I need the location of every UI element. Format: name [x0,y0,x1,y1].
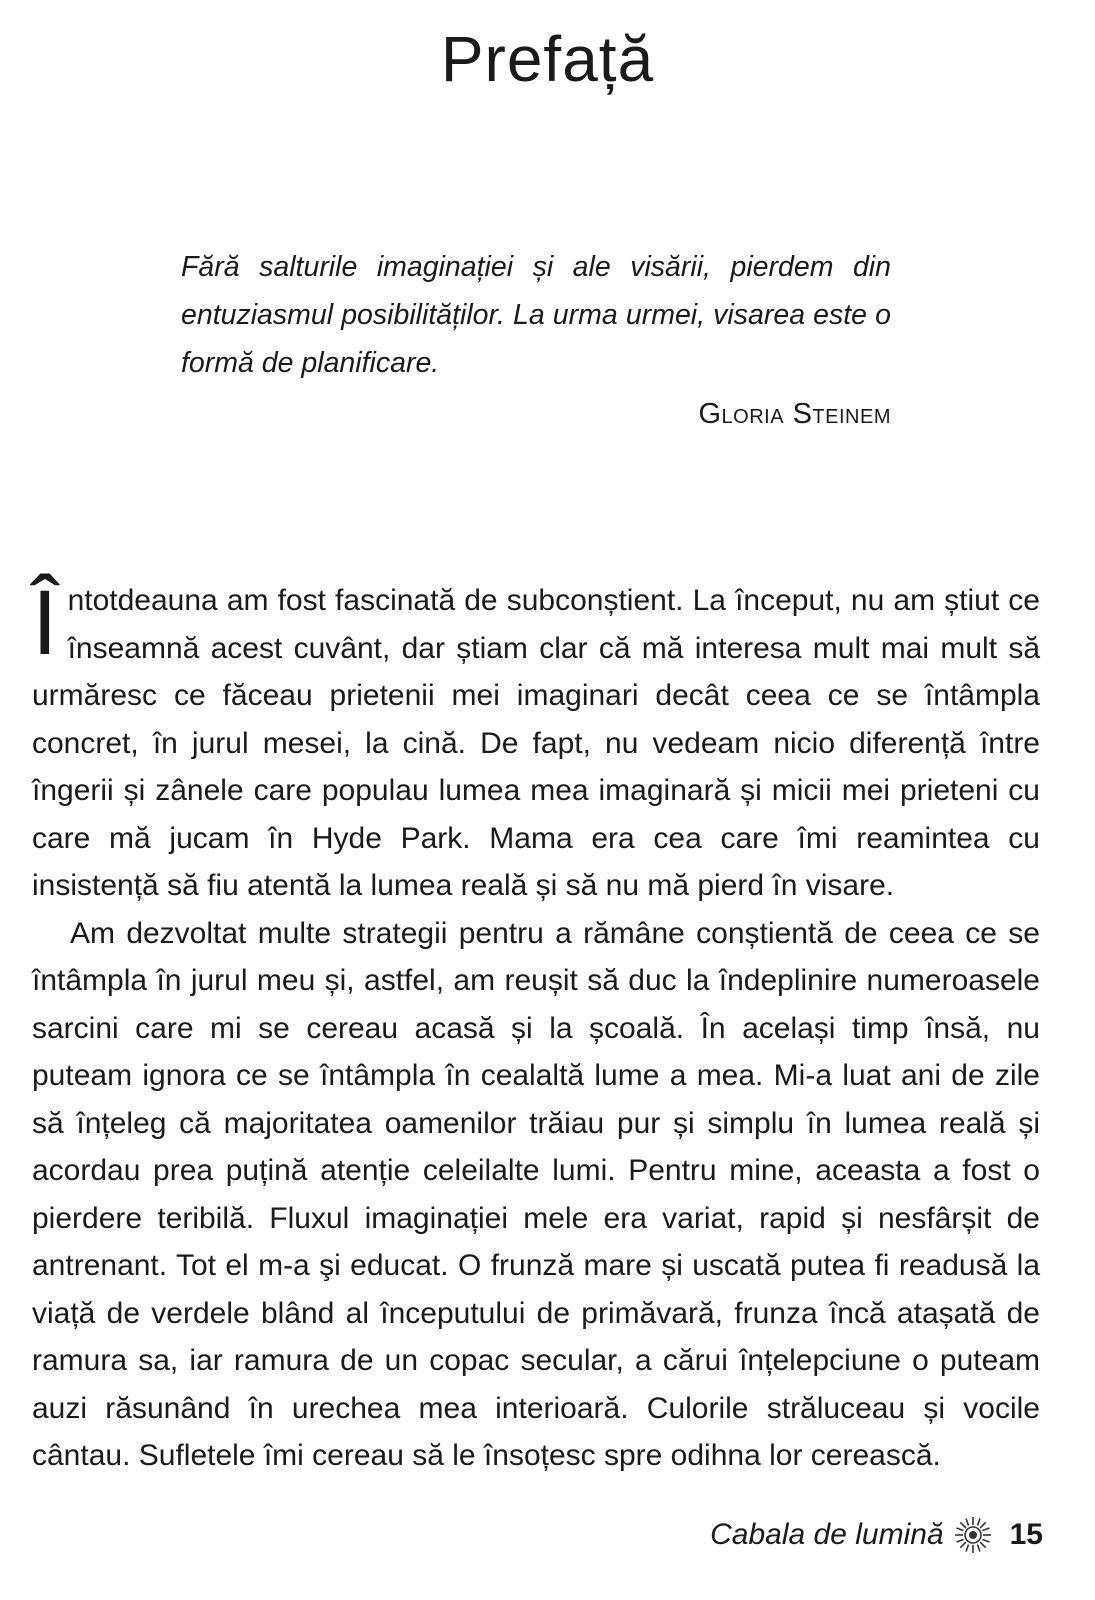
drop-cap: Î [32,572,58,674]
page-number: 15 [1009,1518,1043,1551]
paragraph-2: Am dezvoltat multe strategii pentru a rămâne conștientă de ceea ce se întâmpla în jurul meu și, astfel, am reușit să duc la îndeplinire numeroasele sarcini care mi se cereau acasă și la școală. În același timp însă, nu puteam ignora ce se întâmpla în cealaltă lume a mea. Mi-a luat ani de zile să înțeleg că majoritatea oamenilor trăiau pur și simplu în lumea reală și acordau prea puțină atenție celeilalte lumi. Pentru mine, aceasta a fost o pierdere teribilă. Fluxul imaginației mele era variat, rapid și nesfârșit de antrenant. Tot el m-a şi educat. O frunză mare și uscată putea fi readusă la viață de verdele blând al începutului de primăvară, frunza încă atașată de ramura sa, iar ramura de un copac secular, a cărui înțelepciune o puteam auzi răsunând în urechea mea interioară. Culorile străluceau și vocile cântau. Sufletele îmi cereau să le însoțesc spre odihna lor cerească. [32,916,1040,1472]
paragraph-1-text: ntotdeauna am fost fascinată de subconștient. La început, nu am știut ce înseamnă acest cuvânt, dar știam clar că mă interesa mult mai mult să urmăresc ce făceau prietenii mei imaginari decât ceea ce se întâmpla concret, în jurul mesei, la cină. De fapt, nu vedeam nicio diferență între îngerii și zânele care populau lumea mea imaginară și micii mei prieteni cu care mă jucam în Hyde Park. Mama era cea care îmi reamintea cu insistență să fiu atentă la lumea reală și să nu mă pierd în visare. [32,584,1040,902]
paragraph-1 [32,572,1040,910]
epigraph-author: Gloria Steinem [698,398,891,430]
epigraph-quote: Fără salturile imaginației și ale visării, pierdem din entuziasmul posibilităților. La urma urmei, visarea este o formă de planificare. [181,251,891,379]
sun-icon [954,1516,992,1554]
page-footer [710,1516,1043,1554]
body-text [32,572,1040,1480]
running-footer-title: Cabala de lumină [710,1518,944,1551]
page-title: Prefață [440,23,655,95]
